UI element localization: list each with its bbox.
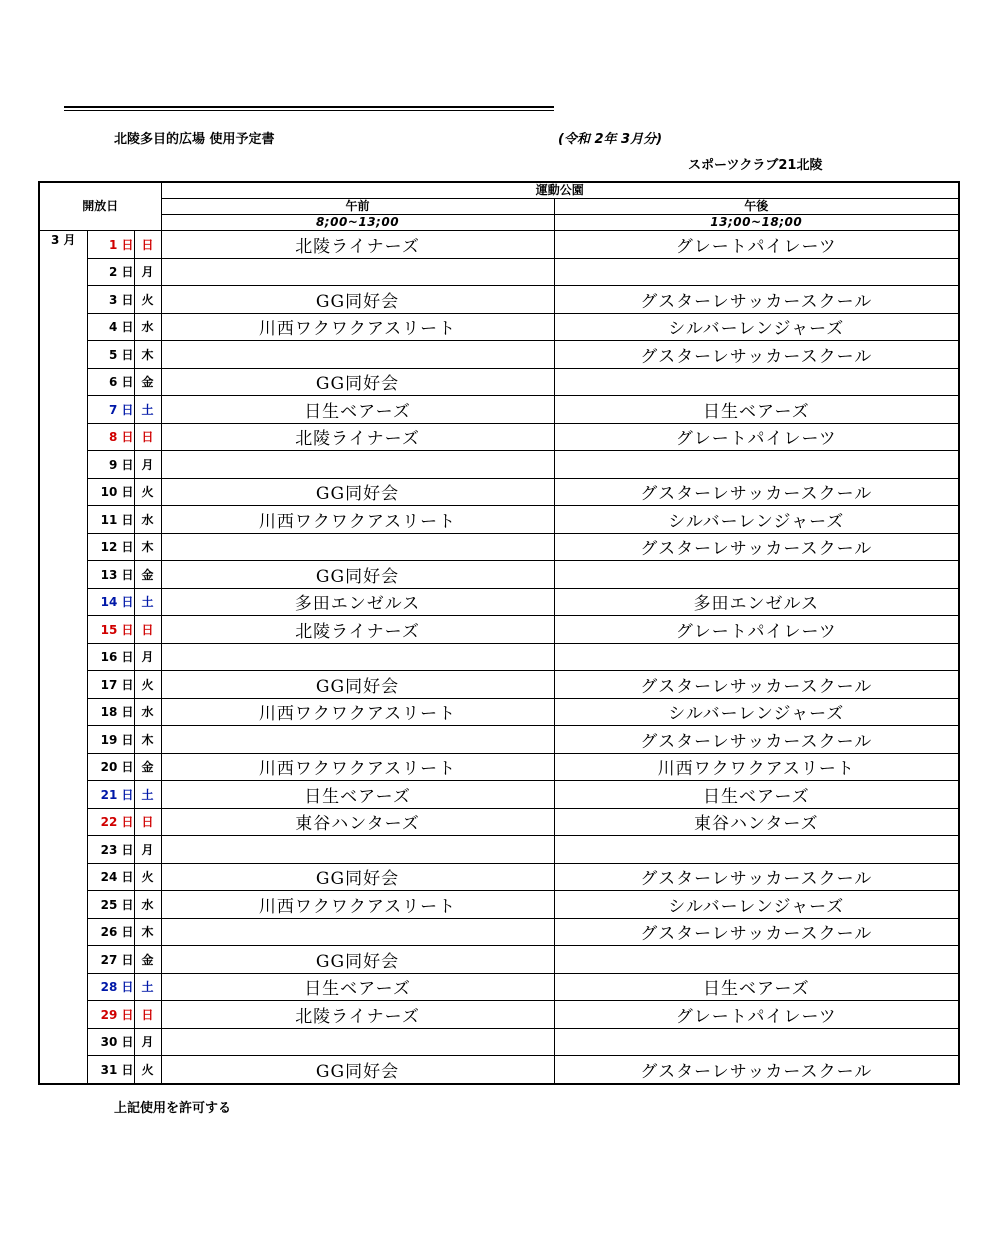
table-row <box>39 671 959 699</box>
morning-slot: 北陵ライナーズ <box>161 616 554 644</box>
open-day-header: 開放日 <box>39 182 161 231</box>
weekday-cell: 月 <box>134 258 161 286</box>
weekday-cell: 金 <box>134 368 161 396</box>
date-cell: 5 日 <box>87 341 134 369</box>
afternoon-slot: グレートパイレーツ <box>554 231 959 259</box>
weekday-cell: 水 <box>134 891 161 919</box>
afternoon-slot: グスターレサッカースクール <box>554 286 959 314</box>
weekday-cell: 日 <box>134 231 161 259</box>
date-cell: 9 日 <box>87 451 134 479</box>
date-cell: 8 日 <box>87 423 134 451</box>
afternoon-slot: シルバーレンジャーズ <box>554 698 959 726</box>
afternoon-slot: 多田エンゼルス <box>554 588 959 616</box>
table-row <box>39 478 959 506</box>
morning-slot <box>161 258 554 286</box>
afternoon-slot: シルバーレンジャーズ <box>554 313 959 341</box>
table-row <box>39 533 959 561</box>
afternoon-slot: グスターレサッカースクール <box>554 533 959 561</box>
weekday-cell: 日 <box>134 1001 161 1029</box>
weekday-cell: 火 <box>134 478 161 506</box>
date-cell: 2 日 <box>87 258 134 286</box>
table-row <box>39 588 959 616</box>
afternoon-slot: グスターレサッカースクール <box>554 918 959 946</box>
afternoon-slot: 日生ベアーズ <box>554 781 959 809</box>
table-row <box>39 286 959 314</box>
date-cell: 16 日 <box>87 643 134 671</box>
morning-slot <box>161 918 554 946</box>
afternoon-slot: グスターレサッカースクール <box>554 478 959 506</box>
table-row <box>39 918 959 946</box>
table-row <box>39 1056 959 1084</box>
morning-slot <box>161 1028 554 1056</box>
morning-header: 午前 <box>161 199 554 215</box>
morning-time: 8;00~13;00 <box>161 215 554 231</box>
date-cell: 12 日 <box>87 533 134 561</box>
morning-slot: 日生ベアーズ <box>161 781 554 809</box>
table-row <box>39 423 959 451</box>
morning-slot: 北陵ライナーズ <box>161 1001 554 1029</box>
table-row <box>39 616 959 644</box>
table-row <box>39 891 959 919</box>
date-cell: 24 日 <box>87 863 134 891</box>
date-cell: 25 日 <box>87 891 134 919</box>
weekday-cell: 金 <box>134 753 161 781</box>
date-cell: 23 日 <box>87 836 134 864</box>
morning-slot <box>161 643 554 671</box>
afternoon-slot: 日生ベアーズ <box>554 396 959 424</box>
schedule-table <box>38 181 960 1085</box>
afternoon-slot: グスターレサッカースクール <box>554 1056 959 1084</box>
table-row <box>39 258 959 286</box>
morning-slot: 北陵ライナーズ <box>161 423 554 451</box>
date-cell: 22 日 <box>87 808 134 836</box>
date-cell: 26 日 <box>87 918 134 946</box>
table-row <box>39 231 959 259</box>
weekday-cell: 日 <box>134 808 161 836</box>
date-cell: 6 日 <box>87 368 134 396</box>
club-name: スポーツクラブ21北陵 <box>688 158 823 173</box>
date-cell: 14 日 <box>87 588 134 616</box>
date-cell: 29 日 <box>87 1001 134 1029</box>
date-cell: 3 日 <box>87 286 134 314</box>
table-row <box>39 808 959 836</box>
date-cell: 19 日 <box>87 726 134 754</box>
weekday-cell: 水 <box>134 698 161 726</box>
approval-note: 上記使用を許可する <box>114 1101 232 1116</box>
afternoon-slot: グスターレサッカースクール <box>554 863 959 891</box>
date-cell: 10 日 <box>87 478 134 506</box>
table-row <box>39 368 959 396</box>
afternoon-slot <box>554 368 959 396</box>
table-row <box>39 973 959 1001</box>
document-period: (令和 2年 3月分) <box>558 132 663 147</box>
date-cell: 11 日 <box>87 506 134 534</box>
table-row <box>39 451 959 479</box>
afternoon-slot: グスターレサッカースクール <box>554 671 959 699</box>
weekday-cell: 木 <box>134 341 161 369</box>
afternoon-slot: グレートパイレーツ <box>554 423 959 451</box>
weekday-cell: 火 <box>134 671 161 699</box>
table-row <box>39 753 959 781</box>
morning-slot: 東谷ハンターズ <box>161 808 554 836</box>
morning-slot: 日生ベアーズ <box>161 973 554 1001</box>
afternoon-slot <box>554 258 959 286</box>
morning-slot: 川西ワクワクアスリート <box>161 891 554 919</box>
morning-slot: 多田エンゼルス <box>161 588 554 616</box>
weekday-cell: 水 <box>134 506 161 534</box>
table-row <box>39 1028 959 1056</box>
afternoon-slot: 東谷ハンターズ <box>554 808 959 836</box>
morning-slot: GG同好会 <box>161 946 554 974</box>
morning-slot <box>161 341 554 369</box>
table-row <box>39 396 959 424</box>
afternoon-slot: 日生ベアーズ <box>554 973 959 1001</box>
afternoon-slot: 川西ワクワクアスリート <box>554 753 959 781</box>
table-row <box>39 946 959 974</box>
weekday-cell: 木 <box>134 918 161 946</box>
table-row <box>39 863 959 891</box>
weekday-cell: 日 <box>134 616 161 644</box>
month-cell: 3 月 <box>39 231 87 1084</box>
morning-slot <box>161 533 554 561</box>
date-cell: 31 日 <box>87 1056 134 1084</box>
morning-slot: 川西ワクワクアスリート <box>161 698 554 726</box>
date-cell: 21 日 <box>87 781 134 809</box>
date-cell: 20 日 <box>87 753 134 781</box>
morning-slot: GG同好会 <box>161 286 554 314</box>
table-row <box>39 561 959 589</box>
afternoon-slot <box>554 1028 959 1056</box>
date-cell: 4 日 <box>87 313 134 341</box>
top-rule <box>64 106 554 111</box>
weekday-cell: 金 <box>134 561 161 589</box>
table-row <box>39 1001 959 1029</box>
weekday-cell: 火 <box>134 1056 161 1084</box>
morning-slot: GG同好会 <box>161 478 554 506</box>
morning-slot <box>161 451 554 479</box>
afternoon-slot <box>554 946 959 974</box>
afternoon-slot <box>554 643 959 671</box>
table-row <box>39 698 959 726</box>
weekday-cell: 土 <box>134 781 161 809</box>
weekday-cell: 日 <box>134 423 161 451</box>
afternoon-slot <box>554 836 959 864</box>
weekday-cell: 木 <box>134 726 161 754</box>
table-row <box>39 506 959 534</box>
afternoon-slot <box>554 451 959 479</box>
date-cell: 1 日 <box>87 231 134 259</box>
afternoon-slot: グレートパイレーツ <box>554 616 959 644</box>
morning-slot: 川西ワクワクアスリート <box>161 753 554 781</box>
afternoon-slot <box>554 561 959 589</box>
date-cell: 17 日 <box>87 671 134 699</box>
afternoon-time: 13;00~18;00 <box>554 215 959 231</box>
morning-slot: 日生ベアーズ <box>161 396 554 424</box>
date-cell: 30 日 <box>87 1028 134 1056</box>
document-title: 北陵多目的広場 使用予定書 <box>114 132 275 147</box>
table-row <box>39 726 959 754</box>
afternoon-slot: シルバーレンジャーズ <box>554 506 959 534</box>
afternoon-slot: グレートパイレーツ <box>554 1001 959 1029</box>
morning-slot: 川西ワクワクアスリート <box>161 313 554 341</box>
weekday-cell: 月 <box>134 451 161 479</box>
date-cell: 27 日 <box>87 946 134 974</box>
date-cell: 18 日 <box>87 698 134 726</box>
date-cell: 7 日 <box>87 396 134 424</box>
morning-slot: GG同好会 <box>161 863 554 891</box>
weekday-cell: 火 <box>134 286 161 314</box>
table-row <box>39 643 959 671</box>
morning-slot: GG同好会 <box>161 671 554 699</box>
weekday-cell: 月 <box>134 836 161 864</box>
weekday-cell: 土 <box>134 973 161 1001</box>
date-cell: 15 日 <box>87 616 134 644</box>
weekday-cell: 金 <box>134 946 161 974</box>
afternoon-slot: シルバーレンジャーズ <box>554 891 959 919</box>
weekday-cell: 火 <box>134 863 161 891</box>
date-cell: 13 日 <box>87 561 134 589</box>
weekday-cell: 水 <box>134 313 161 341</box>
morning-slot: GG同好会 <box>161 1056 554 1084</box>
morning-slot: 北陵ライナーズ <box>161 231 554 259</box>
afternoon-slot: グスターレサッカースクール <box>554 341 959 369</box>
afternoon-slot: グスターレサッカースクール <box>554 726 959 754</box>
table-row <box>39 781 959 809</box>
morning-slot <box>161 836 554 864</box>
weekday-cell: 月 <box>134 643 161 671</box>
table-row <box>39 313 959 341</box>
weekday-cell: 土 <box>134 396 161 424</box>
morning-slot <box>161 726 554 754</box>
weekday-cell: 木 <box>134 533 161 561</box>
date-cell: 28 日 <box>87 973 134 1001</box>
morning-slot: 川西ワクワクアスリート <box>161 506 554 534</box>
morning-slot: GG同好会 <box>161 561 554 589</box>
weekday-cell: 土 <box>134 588 161 616</box>
table-row <box>39 341 959 369</box>
venue-header: 運動公園 <box>161 182 959 199</box>
weekday-cell: 月 <box>134 1028 161 1056</box>
table-row <box>39 836 959 864</box>
afternoon-header: 午後 <box>554 199 959 215</box>
morning-slot: GG同好会 <box>161 368 554 396</box>
